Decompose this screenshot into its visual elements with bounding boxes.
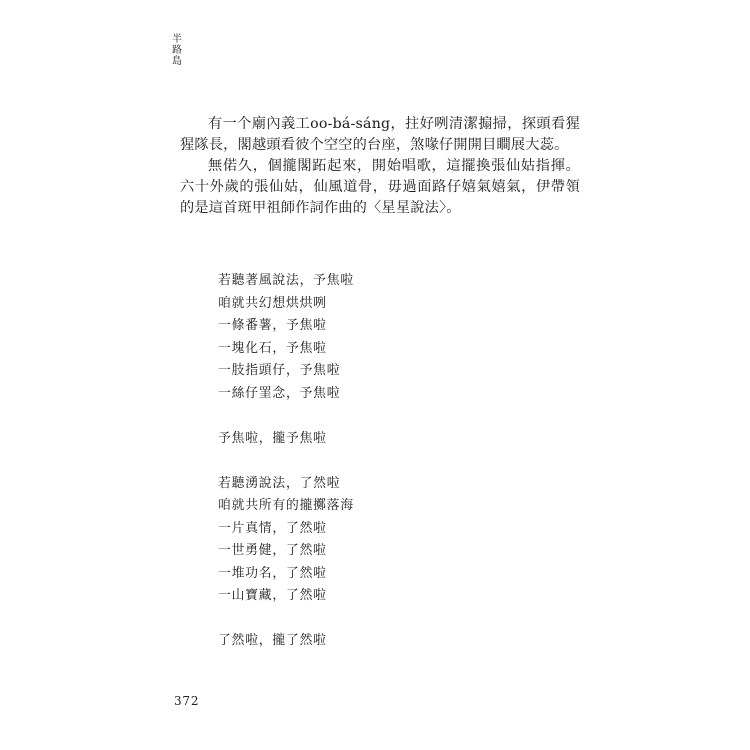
refrain-line: 了然啦，攏了然啦 bbox=[218, 633, 327, 648]
lyric-line: 一片真情，了然啦 bbox=[218, 520, 327, 536]
body-text bbox=[180, 114, 580, 219]
refrain-line: 予焦啦，攏予焦啦 bbox=[218, 430, 327, 446]
stanza-gap bbox=[218, 405, 518, 428]
lyric-line: 若聽著風說法，予焦啦 bbox=[218, 273, 354, 288]
lyric-line: 一絲仔罣念，予焦啦 bbox=[218, 385, 341, 401]
paragraph: 有一个廟內義工oo-bá-sáng，拄好咧清潔搧掃，探頭看猩猩隊長，閣越頭看彼个空空的台座，煞喙仔開開目瞷展大蕊。 bbox=[180, 116, 580, 153]
lyric-line: 一肢指頭仔，予焦啦 bbox=[218, 363, 341, 378]
lyric-line: 咱就共所有的攏擲落海 bbox=[218, 498, 354, 513]
paragraph: 無偌久，個攏閣跖起來，開始唱歌，這擺換張仙姑指揮。六十外歲的張仙姑，仙風道骨，毋過面路仔嬉氣嬉氣，伊帶領的是這首斑甲祖師作詞作曲的〈星星說法〉。 bbox=[180, 158, 580, 216]
stanza-gap bbox=[218, 608, 518, 631]
lyric-line: 一堆功名，了然啦 bbox=[218, 565, 327, 581]
lyric-line: 一條番薯，予焦啦 bbox=[218, 318, 327, 333]
lyric-line: 若聽湧說法，了然啦 bbox=[218, 475, 341, 491]
lyric-line: 一塊化石，予焦啦 bbox=[218, 340, 327, 356]
song-lyrics bbox=[218, 270, 518, 653]
page-number: 372 bbox=[174, 694, 200, 708]
lyric-line: 一世勇健，了然啦 bbox=[218, 543, 327, 558]
lyric-line: 一山寶藏，了然啦 bbox=[218, 588, 327, 603]
stanza-gap bbox=[218, 450, 518, 473]
lyric-line: 咱就共幻想烘烘咧 bbox=[218, 295, 327, 311]
running-header: 半路島 bbox=[172, 34, 182, 67]
